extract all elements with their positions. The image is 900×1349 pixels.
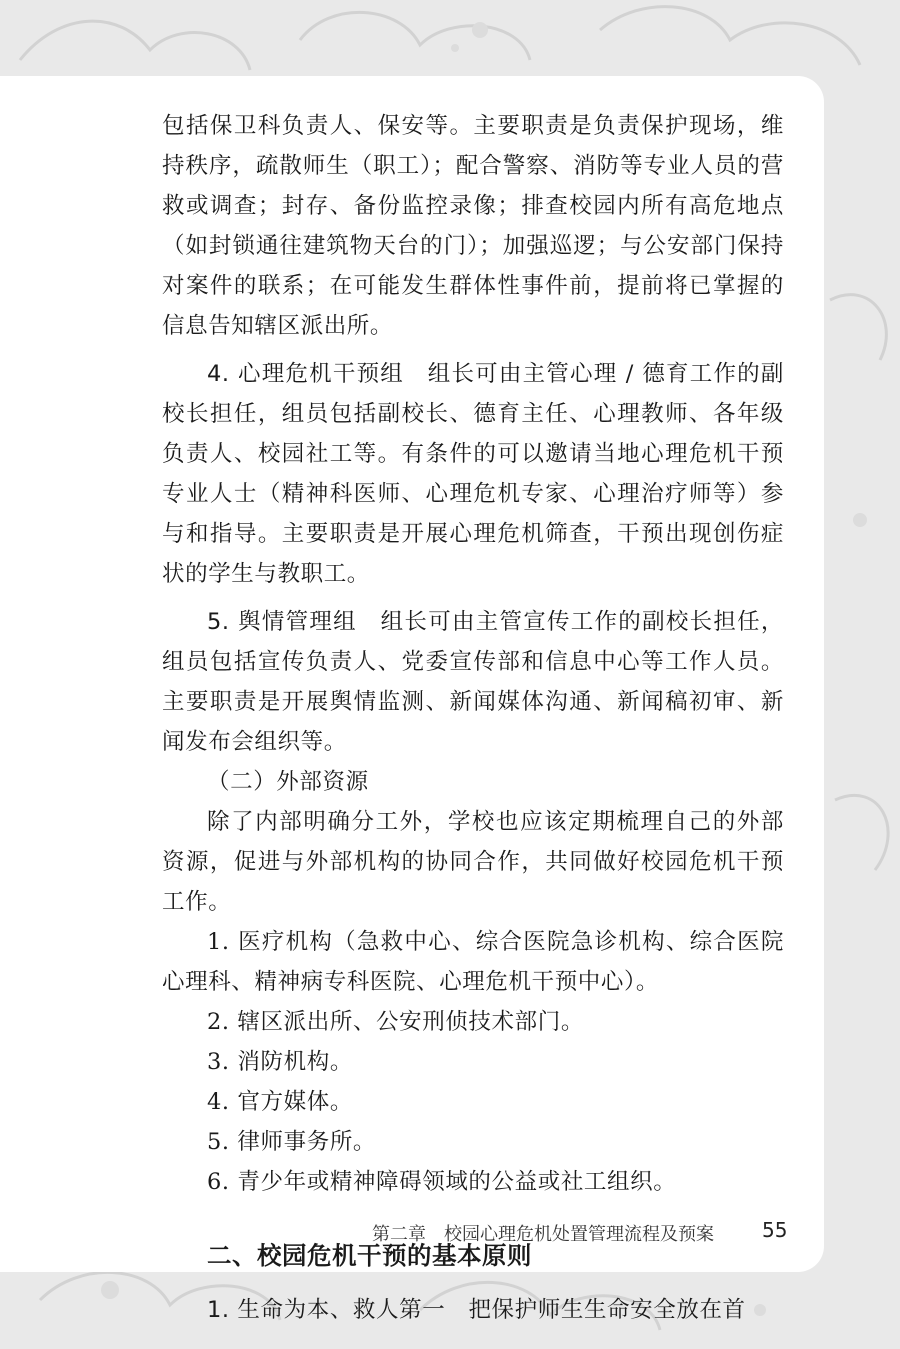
list-item: 1. 医疗机构（急救中心、综合医院急诊机构、综合医院心理科、精神病专科医院、心理危机干预中心）。 bbox=[162, 929, 784, 995]
list-item: 6. 青少年或精神障碍领域的公益或社工组织。 bbox=[207, 1169, 677, 1195]
paragraph-item-4 bbox=[162, 354, 784, 594]
page-footer bbox=[0, 1216, 900, 1246]
list-item: 4. 官方媒体。 bbox=[207, 1089, 353, 1115]
list-item: 5. 律师事务所。 bbox=[207, 1129, 377, 1155]
list-item: 3. 消防机构。 bbox=[207, 1049, 353, 1075]
paragraph-external-intro: 除了内部明确分工外，学校也应该定期梳理自己的外部资源，促进与外部机构的协同合作，共同做好校园危机干预工作。 bbox=[162, 809, 784, 915]
item-4-label: 4. 心理危机干预组 bbox=[207, 361, 405, 387]
subheading-external-resources: （二）外部资源 bbox=[207, 769, 369, 795]
paragraph-principle-1 bbox=[162, 1290, 784, 1330]
page-body bbox=[162, 106, 784, 1330]
paragraph-security-team-duties: 包括保卫科负责人、保安等。主要职责是负责保护现场，维持秩序，疏散师生（职工）；配合警察、消防等专业人员的营救或调查；封存、备份监控录像；排查校园内所有高危地点（如封锁通往建筑物天台的门）；加强巡逻；与公安部门保持对案件的联系；在可能发生群体性事件前，提前将已掌握的信息告知辖区派出所。 bbox=[162, 113, 784, 339]
principle-1-label: 1. 生命为本、救人第一 bbox=[207, 1297, 446, 1323]
page-number: 55 bbox=[762, 1218, 788, 1242]
principle-1-text: 把保护师生生命安全放在首 bbox=[468, 1297, 746, 1323]
item-5-text: 组长可由主管宣传工作的副校长担任，组员包括宣传负责人、党委宣传部和信息中心等工作人员。主要职责是开展舆情监测、新闻媒体沟通、新闻稿初审、新闻发布会组织等。 bbox=[162, 609, 784, 755]
paragraph-item-5 bbox=[162, 602, 784, 762]
section-heading: 二、校园危机干预的基本原则 bbox=[207, 1241, 532, 1270]
item-5-label: 5. 舆情管理组 bbox=[207, 609, 357, 635]
list-item: 2. 辖区派出所、公安刑侦技术部门。 bbox=[207, 1009, 584, 1035]
running-chapter-title: 第二章 校园心理危机处置管理流程及预案 bbox=[372, 1224, 714, 1245]
item-4-text: 组长可由主管心理 / 德育工作的副校长担任，组员包括副校长、德育主任、心理教师、各年级负责人、校园社工等。有条件的可以邀请当地心理危机干预专业人士（精神科医师、心理危机专家、心理治疗师等）参与和指导。主要职责是开展心理危机筛查，干预出现创伤症状的学生与教职工。 bbox=[162, 361, 784, 587]
